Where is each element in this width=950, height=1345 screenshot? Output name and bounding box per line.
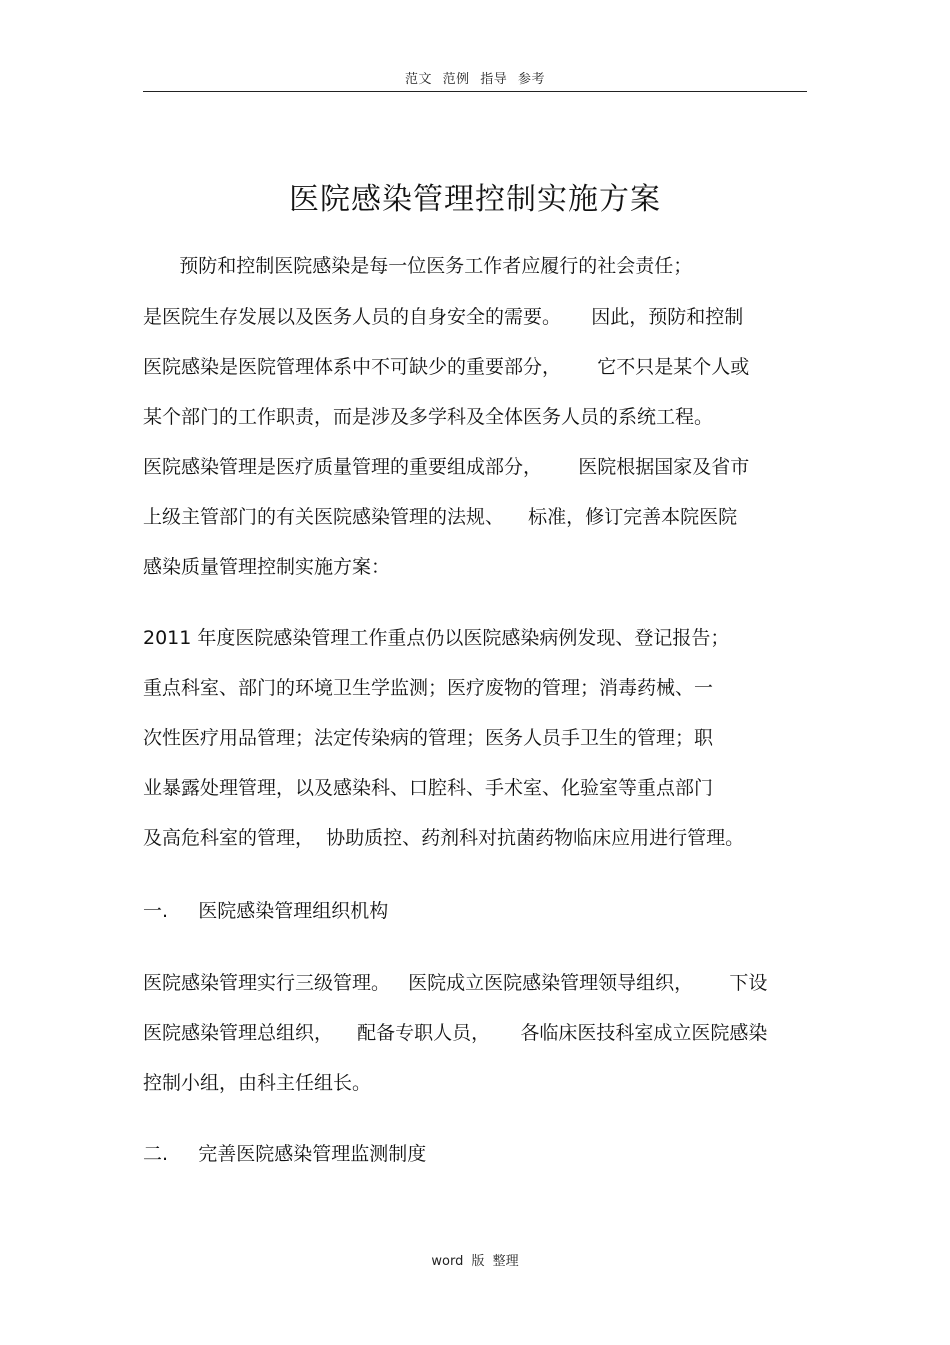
intro-line: 上级主管部门的有关医院感染管理的法规、 标准，修订完善本院医院	[143, 506, 738, 528]
focus-line: 2011 年度医院感染管理工作重点仍以医院感染病例发现、登记报告；	[143, 627, 730, 649]
intro-line: 医院感染管理是医疗质量管理的重要组成部分， 医院根据国家及省市	[143, 456, 750, 478]
focus-line: 次性医疗用品管理；法定传染病的管理；医务人员手卫生的管理；职	[143, 727, 714, 749]
page-footer: word 版 整理	[431, 1254, 519, 1269]
header-text: 范文 范例 指导 参考	[405, 72, 545, 87]
intro-line: 医院感染是医院管理体系中不可缺少的重要部分， 它不只是某个人或	[143, 356, 750, 378]
section-heading-2: 二. 完善医院感染管理监测制度	[143, 1143, 427, 1165]
intro-line: 某个部门的工作职责，而是涉及多学科及全体医务人员的系统工程。	[143, 406, 714, 428]
intro-line: 是医院生存发展以及医务人员的自身安全的需要。 因此，预防和控制	[143, 306, 744, 328]
intro-line: 预防和控制医院感染是每一位医务工作者应履行的社会责任；	[143, 255, 693, 277]
section1-line: 医院感染管理实行三级管理。 医院成立医院感染管理领导组织， 下设	[143, 972, 768, 994]
focus-line: 及高危科室的管理， 协助质控、药剂科对抗菌药物临床应用进行管理。	[143, 827, 745, 849]
section1-line: 医院感染管理总组织， 配备专职人员， 各临床医技科室成立医院感染	[143, 1022, 768, 1044]
document-title: 医院感染管理控制实施方案	[289, 182, 661, 217]
intro-line: 感染质量管理控制实施方案：	[143, 556, 391, 578]
section-heading-1: 一. 医院感染管理组织机构	[143, 900, 389, 922]
section1-line: 控制小组，由科主任组长。	[143, 1072, 372, 1094]
focus-line: 重点科室、部门的环境卫生学监测；医疗废物的管理；消毒药械、一	[143, 677, 714, 699]
focus-line: 业暴露处理管理，以及感染科、口腔科、手术室、化验室等重点部门	[143, 777, 714, 799]
header-divider	[143, 91, 807, 92]
